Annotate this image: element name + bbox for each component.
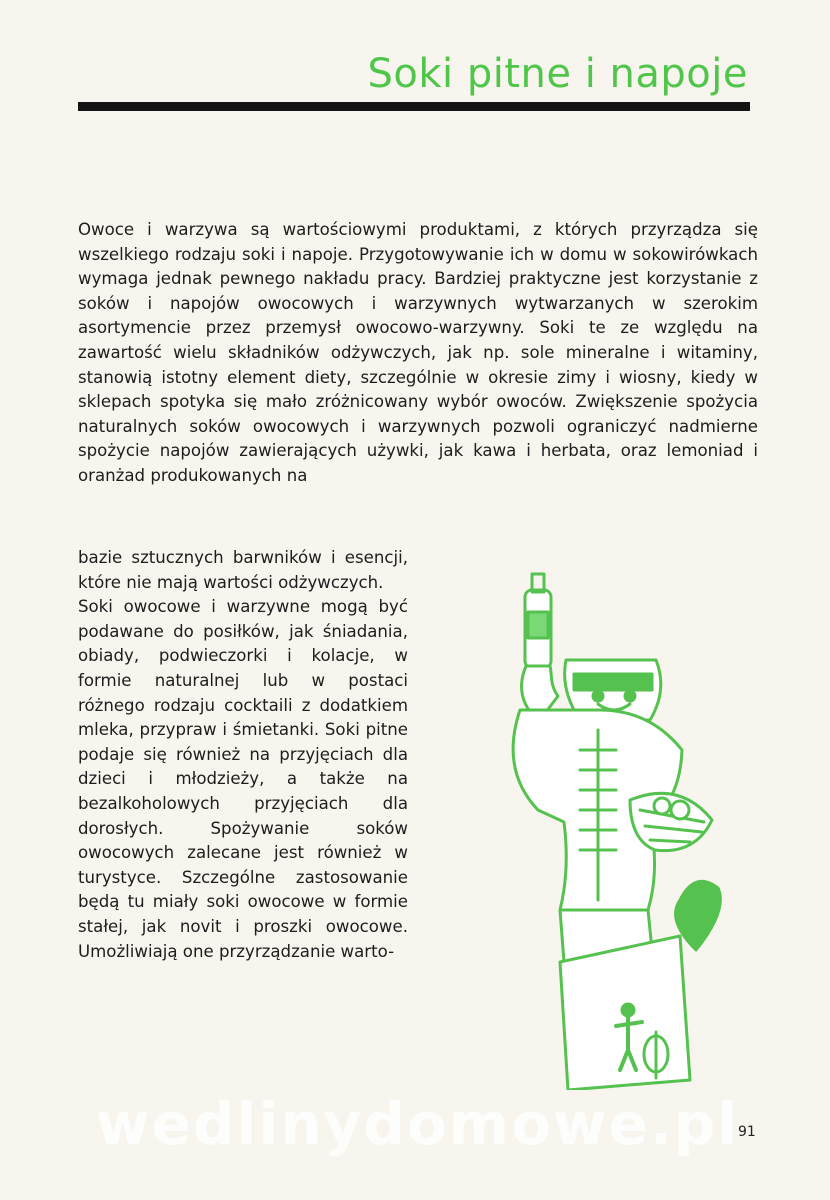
page-number: 91 — [738, 1124, 756, 1140]
serving-paragraph: Soki owocowe i warzywne mogą być podawane do posiłków, jak śniadania, obiady, podwieczorki i kolacje, w formie naturalnej lub w postaci różnego rodzaju cocktaili z dodatkiem mleka, przypraw i śmietanki. Soki pitne podaje się również na przyjęciach dla dzieci i młodzieży, a także na bezalkoholowych przyjęciach dla dorosłych. Spożywanie soków owocowych zalecane jest również w turystyce. Szczególne zastosowanie będą tu miały soki owocowe w formie stałej, jak novit i proszki owocowe. Umożliwiają one przyrządzanie warto- — [78, 597, 408, 961]
page-title: Soki pitne i napoje — [367, 51, 748, 97]
juice-waiter-illustration — [480, 570, 740, 1090]
intro-paragraph: Owoce i warzywa są wartościowymi produktami, z których przyrządza się wszelkiego rodzaju soki i napoje. Przygotowywanie ich w domu w sokowirówkach wymaga jednak pewnego nakładu pracy. Bardziej praktyczne jest korzystanie z soków i napojów owocowych i warzywnych wytwarzanych w szerokim asortymencie przez przemysł owocowo-warzywny. Soki te ze względu na zawartość wielu składników odżywczych, jak np. sole mineralne i witaminy, stanowią istotny element diety, szczególnie w okresie zimy i wiosny, kiedy w sklepach spotyka się mało zróżnicowany wybór owoców. Zwiększenie spożycia naturalnych soków owocowych i warzywnych pozwoli ograniczyć nadmierne spożycie napojów zawierających używki, jak kawa i herbata, oraz lemoniad i oranżad produkowanych na — [78, 220, 758, 485]
intro-paragraph-continued: bazie sztucznych barwników i esencji, które nie mają wartości odżywczych. — [78, 548, 408, 592]
watermark: wedlinydomowe.pl — [96, 1090, 740, 1158]
title-rule — [78, 102, 750, 111]
left-column-text — [78, 546, 408, 964]
